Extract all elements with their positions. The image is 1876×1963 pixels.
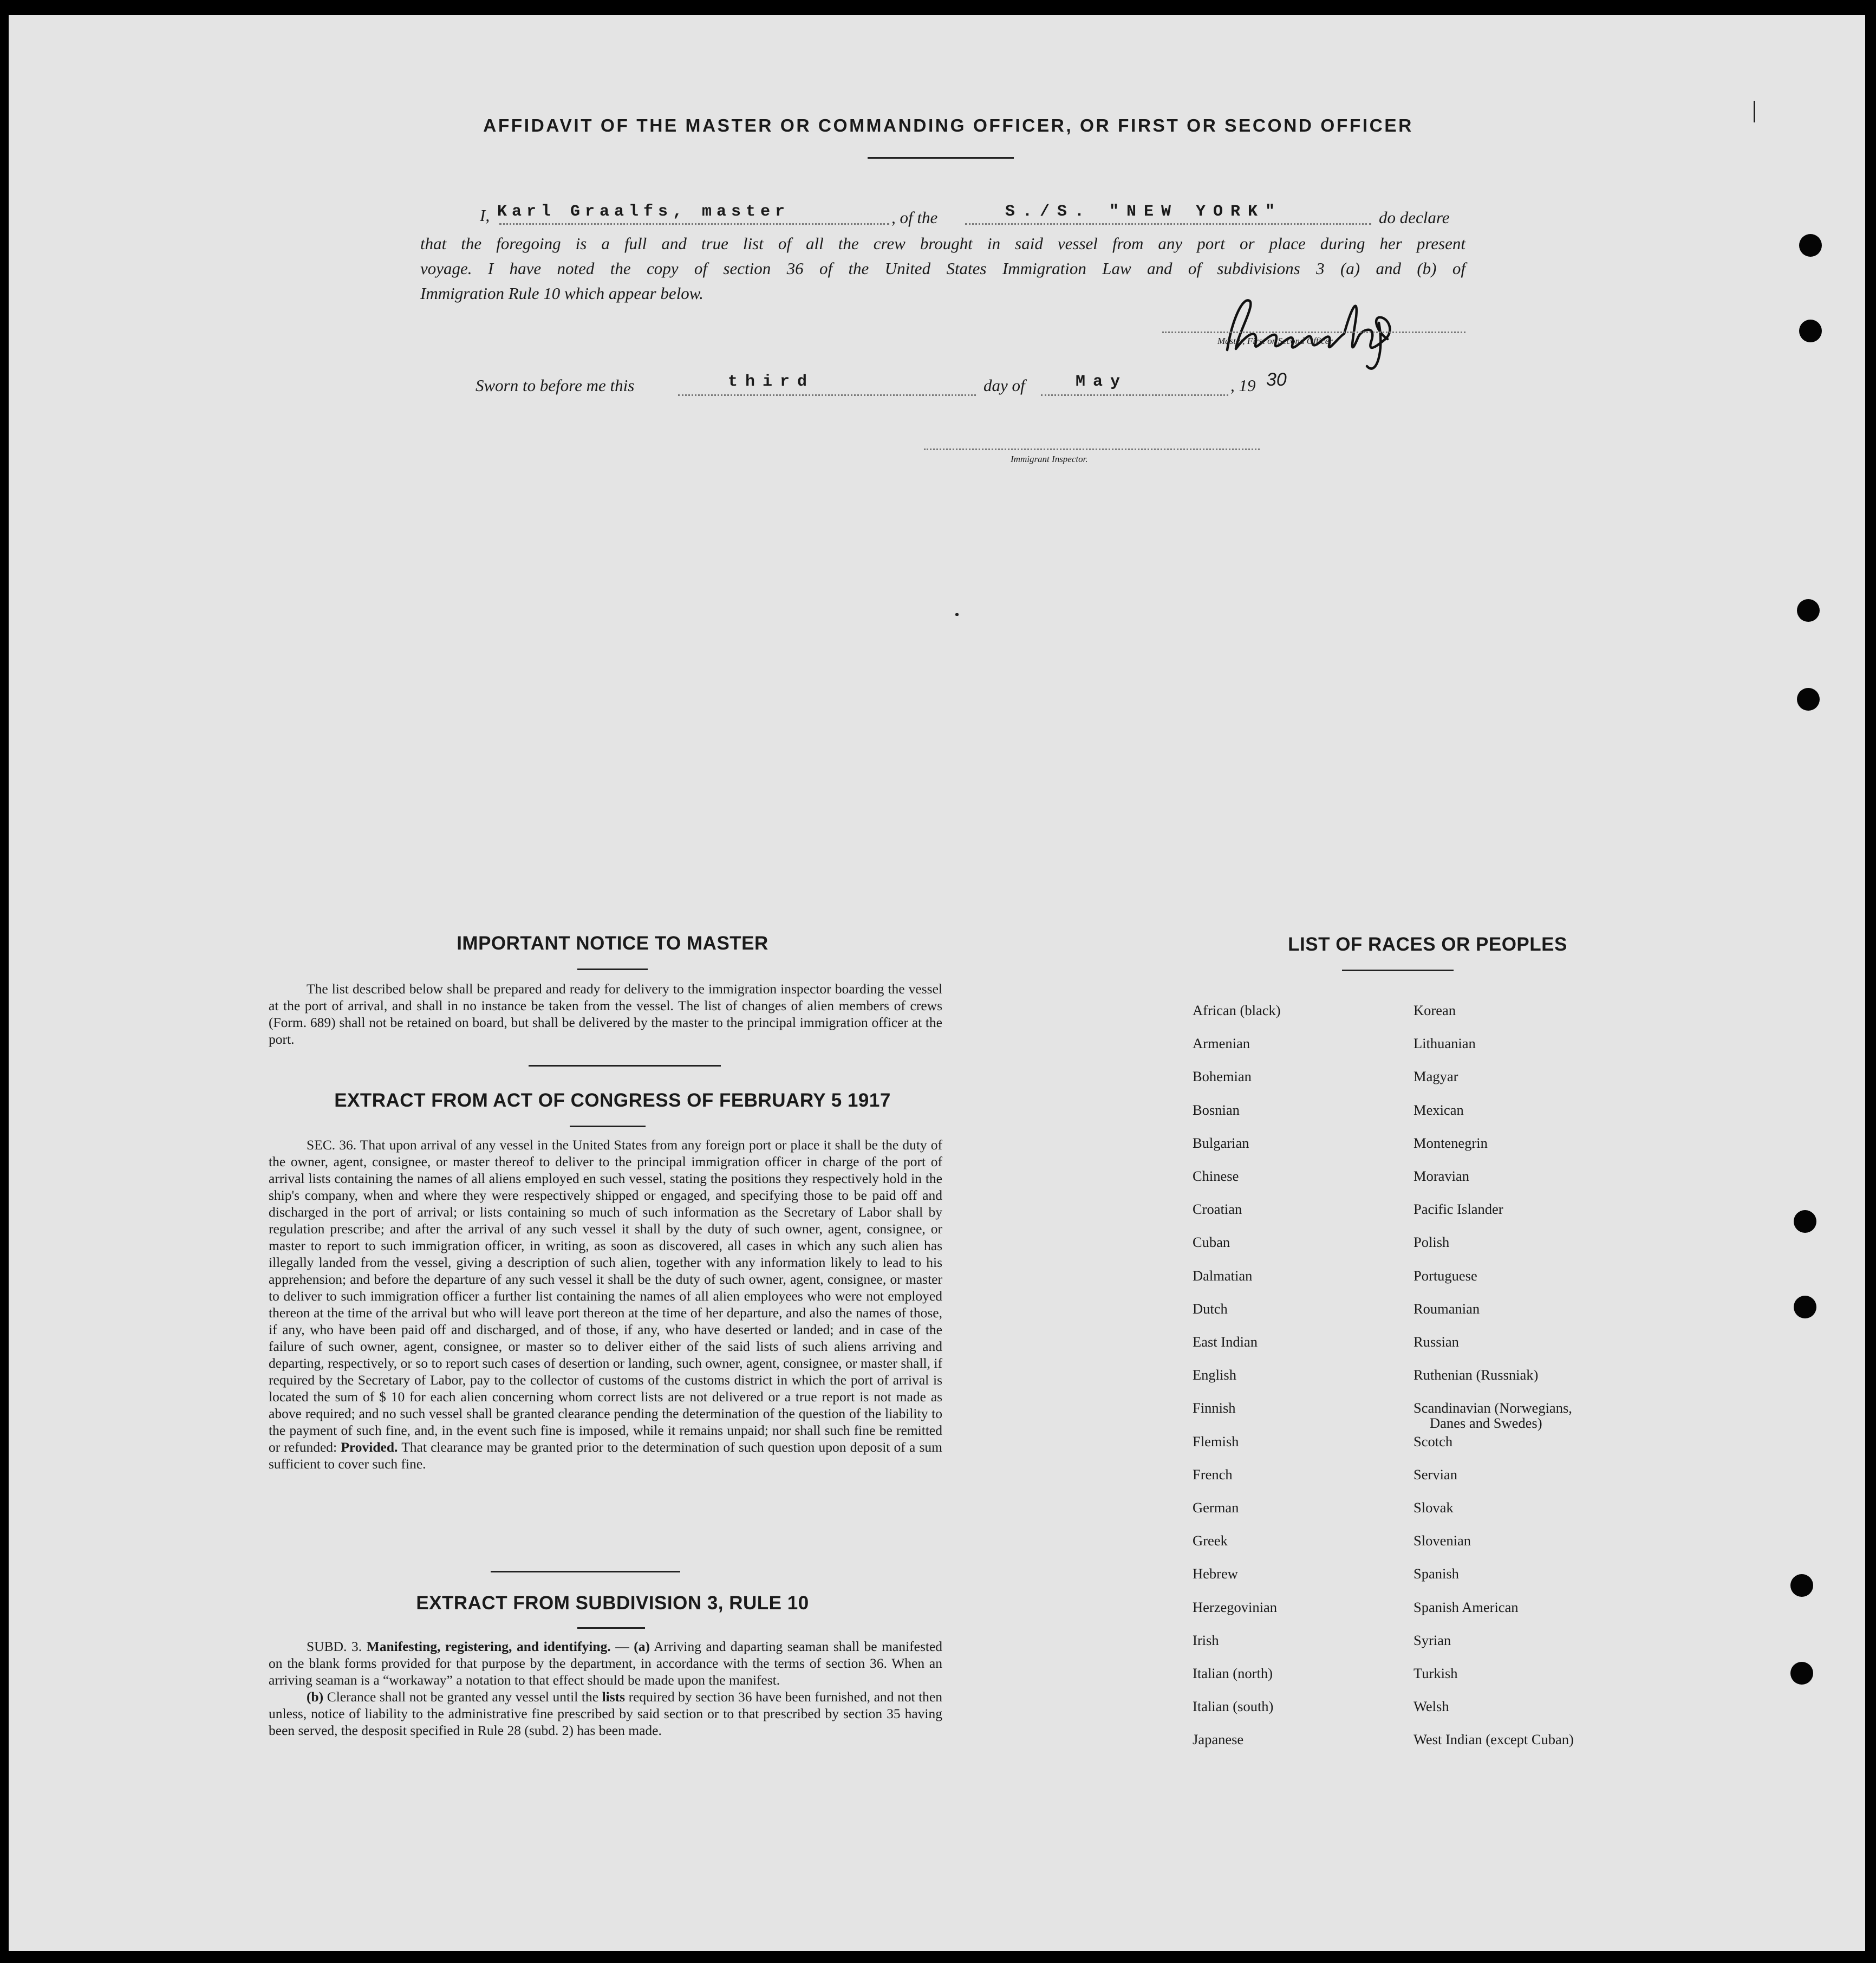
rule-b-text-2: required by section 36 have been furnished, and not then unless, notice of liability to the administrative fine prescribed by said section or to that prescribed by section 35 having been served, the desposit specified in Rule 28 (subd. 2) has been made.	[269, 1689, 942, 1738]
rule-subd-prefix: SUBD. 3.	[307, 1639, 362, 1654]
race-item: German	[1193, 1499, 1239, 1516]
race-item: Montenegrin	[1413, 1134, 1488, 1151]
notice-paragraph: The list described below shall be prepared and ready for delivery to the immigration inspector boarding the vessel at the port of arrival, and shall in no instance be taken from the vessel. The list of changes of alien members of crews (Form. 689) shall not be retained on board, but shall be delivered by the master to the principal immigration officer at the port.	[269, 981, 942, 1047]
rule-a-text: Arriving and daparting seaman shall be manifested on the blank forms provided for that purpose by the department, in accordance with the terms of section 36. When an arriving seaman is a “workaway” a notation to that effect should be made upon the manifest.	[269, 1639, 943, 1688]
race-item: Magyar	[1413, 1068, 1458, 1085]
race-item: Roumanian	[1413, 1300, 1480, 1317]
race-item: Scandinavian (Norwegians,	[1413, 1400, 1572, 1416]
punch-hole	[1797, 599, 1820, 622]
signature-label: Master, First or Second Officer.	[1217, 336, 1334, 346]
rule-a-label: (a)	[634, 1639, 650, 1654]
race-item: Polish	[1413, 1234, 1450, 1251]
affidavit-i-label: I,	[480, 206, 490, 225]
sworn-month-field: May	[1076, 373, 1128, 391]
races-title: LIST OF RACES OR PEOPLES	[1288, 934, 1567, 955]
punch-hole	[1797, 688, 1820, 711]
title-divider	[868, 157, 1014, 159]
race-item: Slovak	[1413, 1499, 1454, 1516]
race-item: Slovenian	[1413, 1532, 1471, 1549]
rule-heading: Manifesting, registering, and identifying.	[366, 1639, 611, 1654]
punch-hole	[1790, 1662, 1813, 1685]
act-end-divider	[491, 1571, 680, 1572]
rule-b-lists: lists	[602, 1689, 626, 1705]
race-item: Chinese	[1193, 1168, 1239, 1184]
race-item: Dalmatian	[1193, 1267, 1253, 1284]
race-item: Korean	[1413, 1002, 1456, 1018]
do-declare-label: do declare	[1379, 208, 1450, 227]
notice-divider	[577, 968, 648, 970]
sworn-label: Sworn to before me this	[475, 376, 635, 395]
race-item: Italian (south)	[1193, 1698, 1274, 1715]
act-text	[269, 1136, 942, 1472]
race-item: Russian	[1413, 1334, 1459, 1350]
race-item: Moravian	[1413, 1168, 1470, 1184]
vessel-name-line	[965, 223, 1371, 225]
race-item: Bosnian	[1193, 1101, 1240, 1118]
inspector-label: Immigrant Inspector.	[1011, 454, 1088, 464]
inspector-line	[924, 448, 1260, 450]
sworn-month-line	[1041, 394, 1228, 396]
punch-hole	[1790, 1574, 1813, 1597]
race-item: Servian	[1413, 1466, 1457, 1483]
margin-tick	[1754, 101, 1755, 122]
rule-text	[269, 1638, 942, 1739]
race-item: Scotch	[1413, 1433, 1453, 1450]
master-name-line	[499, 223, 889, 225]
race-item: Spanish American	[1413, 1598, 1519, 1615]
sworn-day-line	[678, 394, 976, 396]
rule-dash: —	[615, 1639, 629, 1654]
race-item: West Indian (except Cuban)	[1413, 1731, 1574, 1748]
race-item: Japanese	[1193, 1731, 1244, 1748]
race-item: Spanish	[1413, 1565, 1459, 1582]
vessel-name-field: S./S. "NEW YORK"	[1005, 203, 1283, 221]
act-text-after: That clearance may be granted prior to the determination of such question upon deposit of a sum sufficient to cover such fine.	[269, 1439, 943, 1472]
race-item: Irish	[1193, 1632, 1219, 1648]
race-item: Armenian	[1193, 1035, 1250, 1052]
races-divider	[1342, 970, 1454, 971]
race-item: Greek	[1193, 1532, 1228, 1549]
declaration-line-3: Immigration Rule 10 which appear below.	[420, 284, 704, 303]
punch-hole	[1794, 1210, 1816, 1233]
rule-b-text-1: Clerance shall not be granted any vessel until the	[327, 1689, 599, 1705]
race-item: Bulgarian	[1193, 1134, 1249, 1151]
signature-graalfs	[1216, 285, 1444, 377]
rule-paragraph-b	[269, 1688, 942, 1739]
rule-divider	[577, 1627, 645, 1629]
notice-text	[269, 980, 942, 1048]
document-page	[9, 15, 1865, 1951]
race-item: Flemish	[1193, 1433, 1239, 1450]
year-prefix: , 19	[1230, 376, 1256, 395]
rule-b-label: (b)	[307, 1689, 324, 1705]
declaration-line-2: voyage. I have noted the copy of section 36 of the United States Immigration Law and of subdivisions 3 (a) and (b) of	[420, 259, 1465, 278]
act-divider	[570, 1126, 646, 1127]
race-item: Turkish	[1413, 1665, 1458, 1681]
race-item: Italian (north)	[1193, 1665, 1273, 1681]
act-paragraph	[269, 1136, 942, 1472]
race-item: Ruthenian (Russniak)	[1413, 1367, 1539, 1383]
race-item: Finnish	[1193, 1400, 1236, 1416]
stray-mark	[955, 613, 959, 616]
punch-hole	[1799, 320, 1822, 342]
race-item: Bohemian	[1193, 1068, 1252, 1085]
race-item: Dutch	[1193, 1300, 1228, 1317]
race-item: Hebrew	[1193, 1565, 1238, 1582]
race-item: Portuguese	[1413, 1267, 1477, 1284]
race-item: Cuban	[1193, 1234, 1230, 1251]
race-item: Mexican	[1413, 1101, 1464, 1118]
race-item: Welsh	[1413, 1698, 1449, 1715]
rule-paragraph-a	[269, 1638, 942, 1688]
race-item: Pacific Islander	[1413, 1201, 1503, 1218]
race-item: Lithuanian	[1413, 1035, 1476, 1052]
race-item: Croatian	[1193, 1201, 1242, 1218]
notice-end-divider	[529, 1065, 721, 1067]
race-item: French	[1193, 1466, 1233, 1483]
rule-title: EXTRACT FROM SUBDIVISION 3, RULE 10	[416, 1592, 809, 1614]
race-item: African (black)	[1193, 1002, 1281, 1018]
affidavit-title: AFFIDAVIT OF THE MASTER OR COMMANDING OFFICER, OR FIRST OR SECOND OFFICER	[483, 116, 1413, 136]
day-of-label: day of	[983, 376, 1025, 395]
punch-hole	[1799, 234, 1822, 257]
race-item: English	[1193, 1367, 1236, 1383]
punch-hole	[1794, 1296, 1816, 1318]
of-the-label: , of the	[891, 208, 938, 227]
act-title: EXTRACT FROM ACT OF CONGRESS OF FEBRUARY 5 1917	[334, 1090, 891, 1111]
race-item-continuation: Danes and Swedes)	[1430, 1415, 1542, 1432]
year-suffix: 30	[1266, 369, 1287, 390]
signature-line	[1162, 332, 1465, 333]
act-text-main: SEC. 36. That upon arrival of any vessel in the United States from any foreign port or place it shall be the duty of the owner, agent, consignee, or master thereof to deliver to the principal immigration officer in charge of the port of arrival lists containing the names of all aliens employed en such vessel, stating the positions they respectively hold in the ship's company, when and where they were respectively shipped or engaged, and specifying those to be paid off and discharged in the port of arrival; or lists containing so much of such information as the Secretary of Labor shall by regulation prescribe; and after the arrival of any such vessel it shall by the duty of such owner, agent, consignee, or master to report to such immigration officer, in writing, as soon as discovered, all cases in which any such alien has illegally landed from the vessel, giving a description of such alien, together with any information likely to lead to his apprehension; and before the departure of any such vessel it shall be the duty of such owner, agent, consignee, or master to deliver to such immigration officer a further list containing the names of all alien employees who were not employed thereon at the time of the arrival but who will leave port thereon at the time of her departure, and also the names of those, if any, who have been paid off and discharged, and of those, if any, who have deserted or landed; and in case of the failure of such owner, agent, consignee, or master so to deliver either of the said lists of such aliens arriving and departing, respectively, or so to report such cases of desertion or landing, such owner, agent, consignee, or master shall, if required by the Secretary of Labor, pay to the collector of customs of the customs district in which the port of arrival is located the sum of $ 10 for each alien concerning whom correct lists are not delivered or a true report is not made as above required; and no such vessel shall be granted clearance pending the determination of the question of the liability to the payment of such fine, and, in the event such fine is imposed, while it remains unpaid; nor shall such fine be remitted or refunded:	[269, 1137, 942, 1455]
race-item: Herzegovinian	[1193, 1598, 1277, 1615]
race-item: East Indian	[1193, 1334, 1258, 1350]
notice-title: IMPORTANT NOTICE TO MASTER	[457, 933, 768, 954]
sworn-day-field: third	[728, 373, 815, 391]
race-item: Syrian	[1413, 1632, 1451, 1648]
declaration-line-1: that the foregoing is a full and true list of all the crew brought in said vessel from any port or place during her present	[420, 234, 1465, 253]
act-provided: Provided.	[341, 1439, 398, 1455]
master-name-field: Karl Graalfs, master	[497, 203, 790, 221]
